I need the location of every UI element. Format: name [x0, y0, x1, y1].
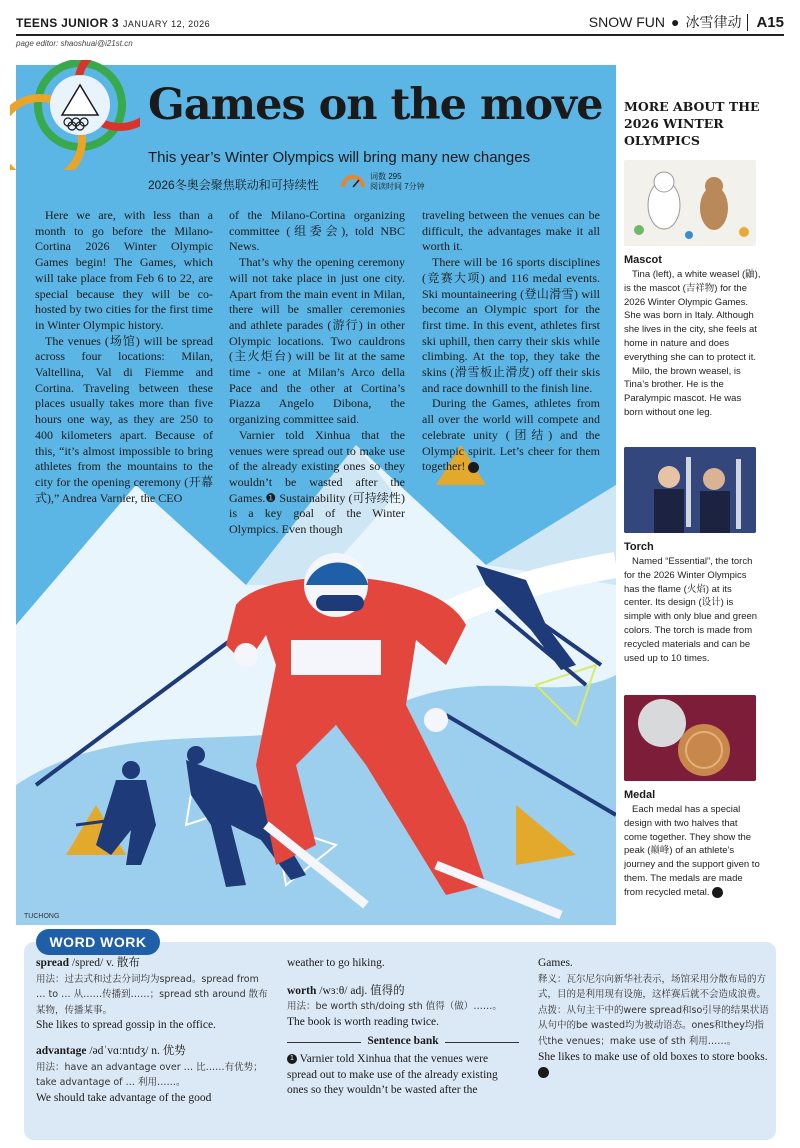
usage-note: 用法：have an advantage over … 比……有优势；take advantage of … 利用……。 — [36, 1061, 263, 1089]
sentence-bank-sentence-end: Games. — [538, 957, 573, 969]
torch-text — [624, 555, 762, 665]
article-column-2 — [229, 208, 405, 538]
paragraph: Named “Essential”, the torch for the 2026 Winter Olympics has the flame (火焰) at its center. Its design (设计) is simple with only blue and green colors. The torch is made from recycled materials and can be used up to 10 times. — [624, 556, 758, 664]
end-mark-icon — [468, 462, 479, 473]
reading-meta — [370, 172, 425, 192]
section-label: TEENS JUNIOR 3 JANUARY 12, 2026 — [16, 16, 211, 30]
example-sentence: She likes to spread gossip in the office. — [36, 1019, 216, 1032]
mascot-image — [624, 160, 756, 246]
phonetic: /wɜːθ/ adj. 值得的 — [319, 984, 405, 997]
reading-gauge-icon — [340, 173, 366, 189]
end-mark-icon — [538, 1067, 549, 1078]
goggles — [316, 595, 364, 611]
header-rule — [16, 34, 784, 36]
example-sentence: We should take advantage of the good — [36, 1091, 212, 1104]
article-column-3 — [422, 208, 600, 475]
mascot-heading: Mascot — [624, 254, 662, 266]
entry-spread — [36, 956, 268, 972]
grammar-note: 点拨：从句主干中的were spread和so引导的结果状语从句中的be wasted均为被动语态。ones和they均指代the venues；make use of sth 利用……。 — [538, 1004, 769, 1047]
example-sentence: She likes to make use of old boxes to store books. — [538, 1050, 770, 1081]
paragraph — [624, 803, 762, 900]
column-name: SNOW FUN — [588, 14, 665, 30]
sentence-bank-sentence: 1 Varnier told Xinhua that the venues were spread out to make use of the already existing ones so they wouldn’t be wasted after the — [287, 1052, 498, 1097]
paragraph: The venues (场馆) will be spread across four locations: Milan, Valtellina, Val di Fiemme and Cortina. Traveling between these places usually takes more than five hours one way, as they are 250 to 400 kilometers apart. Because of this, “it’s almost impossible to bring athletes from the mountains to the city for the opening ceremony (开幕式),” Andrea Varnier, the CEO — [35, 333, 213, 505]
glove-right — [424, 708, 448, 732]
word-count: 词数 295 — [370, 172, 402, 181]
sidebar — [624, 98, 784, 149]
paragraph: of the Milano-Cortina organizing committee (组委会), told NBC News. — [229, 208, 405, 254]
torch-image — [624, 447, 756, 533]
article-column-1 — [35, 208, 213, 506]
sentence-bank-heading: Sentence bank — [287, 1034, 519, 1050]
olympic-logo — [10, 60, 140, 170]
torch-heading: Torch — [624, 541, 654, 553]
usage-note: 用法：be worth sth/doing sth 值得（做）……。 — [287, 1001, 502, 1013]
paragraph: That’s why the opening ceremony will not take place in just one city. Apart from the main event in Milan, there will be smaller ceremonies and athlete parades (游行) in other Olympic locations. Two cauldrons (主火炬台) will be lit at the same time - one at Milan’s Arco della Pace and the other at Cortina’s Piazza Angelo Dibona, the organizing committee said. — [229, 255, 405, 427]
race-bib — [291, 640, 381, 675]
word-work-tab: WORD WORK — [36, 929, 160, 955]
headword: spread — [36, 957, 70, 969]
headword: advantage — [36, 1044, 87, 1057]
page-editor: page editor: shaoshuai@i21st.cn — [16, 39, 133, 48]
article-subtitle-cn: 2026冬奥会聚焦联动和可持续性 — [148, 178, 319, 192]
paragraph: traveling between the venues can be difficult, the advantages make it all worth it. — [422, 208, 600, 254]
paragraph: Varnier told Xinhua that the venues were spread out to make use of the already existing ones so they wouldn’t be wasted after the Games.❶ Sustainability (可持续性) is a key goal of the Winter Olympics. Even though — [229, 427, 405, 537]
sidebar-title: MORE ABOUT THE 2026 WINTER OLYMPICS — [624, 99, 760, 148]
paragraph — [422, 396, 600, 475]
issue-date: JANUARY 12, 2026 — [122, 19, 211, 29]
headword: worth — [287, 984, 317, 997]
column-name-cn: 冰雪律动 — [685, 14, 742, 30]
glove-left — [234, 643, 258, 667]
number-one-icon: 1 — [287, 1054, 297, 1064]
word-work-column-2 — [287, 956, 519, 1099]
paragraph: Tina (left), a white weasel (鼬), is the mascot (吉祥物) for the 2026 Winter Olympic Games. She was born in Italy. Although she lives in the city, she feels at home in nature and does everything she can to protect it. — [624, 269, 761, 363]
paragraph-text: Each medal has a special design with two halves that come together. They show the peak (巅峰) of an athlete’s journey and the support given to them. The medals are made from recycled metal. — [624, 804, 760, 898]
word-work-column-1 — [36, 956, 268, 1106]
page-number: A15 — [747, 14, 784, 31]
medal-text — [624, 803, 762, 900]
page-header — [16, 10, 784, 36]
medal-image — [624, 695, 756, 781]
article-title: Games on the move — [148, 80, 603, 130]
phonetic: /spred/ v. 散布 — [71, 957, 140, 969]
article-subtitle: This year’s Winter Olympics will bring many new changes — [148, 149, 531, 166]
paragraph-text: During the Games, athletes from all over the world will compete and celebrate unity (团结) and the Olympic spirit. Let’s cheer for them together! — [422, 396, 600, 474]
paragraph: Milo, the brown weasel, is Tina’s brother. He is the Paralympic mascot. He was born without one leg. — [624, 365, 742, 418]
paragraph: There will be 16 sports disciplines (竞赛大项) and 116 medal events. Ski mountaineering (登山滑雪) will become an Olympic sport for the first time. In this event, athletes first ski uphill, then carry their skis while climbing. At the top, they take the skins (滑雪板止滑皮) off their skis and race downhill to the finish line. — [422, 255, 600, 395]
usage-note: 用法：过去式和过去分词均为spread。spread from … to … 从……传播到……；spread sth around 散布某物，传播某事。 — [36, 973, 268, 1016]
entry-worth — [287, 984, 519, 1000]
dot-icon: ● — [671, 14, 680, 30]
end-mark-icon — [712, 887, 723, 898]
word-work-column-3 — [538, 956, 770, 1081]
example-sentence: weather to go hiking. — [287, 957, 385, 969]
entry-advantage — [36, 1044, 268, 1060]
example-sentence: The book is worth reading twice. — [287, 1015, 440, 1028]
photo-credit: TUCHONG — [24, 913, 60, 920]
phonetic: /ədˈvɑːntɪdʒ/ n. 优势 — [89, 1044, 186, 1057]
reading-time: 阅读时间 7分钟 — [370, 182, 425, 191]
mascot-text — [624, 268, 762, 420]
paragraph: Here we are, with less than a month to go before the Milano-Cortina 2026 Winter Olympic Games begin! The Games, which will take place from Feb 6 to 22, are special because they will be co-hosted by two cities for the first time in Winter Olympic history. — [35, 208, 213, 332]
medal-heading: Medal — [624, 789, 656, 801]
translation-note: 释义：瓦尔尼尔向新华社表示，场馆采用分散布局的方式，目的是利用现有设施，这样赛后就不会造成浪费。 — [538, 973, 767, 1001]
column-label — [589, 12, 784, 32]
